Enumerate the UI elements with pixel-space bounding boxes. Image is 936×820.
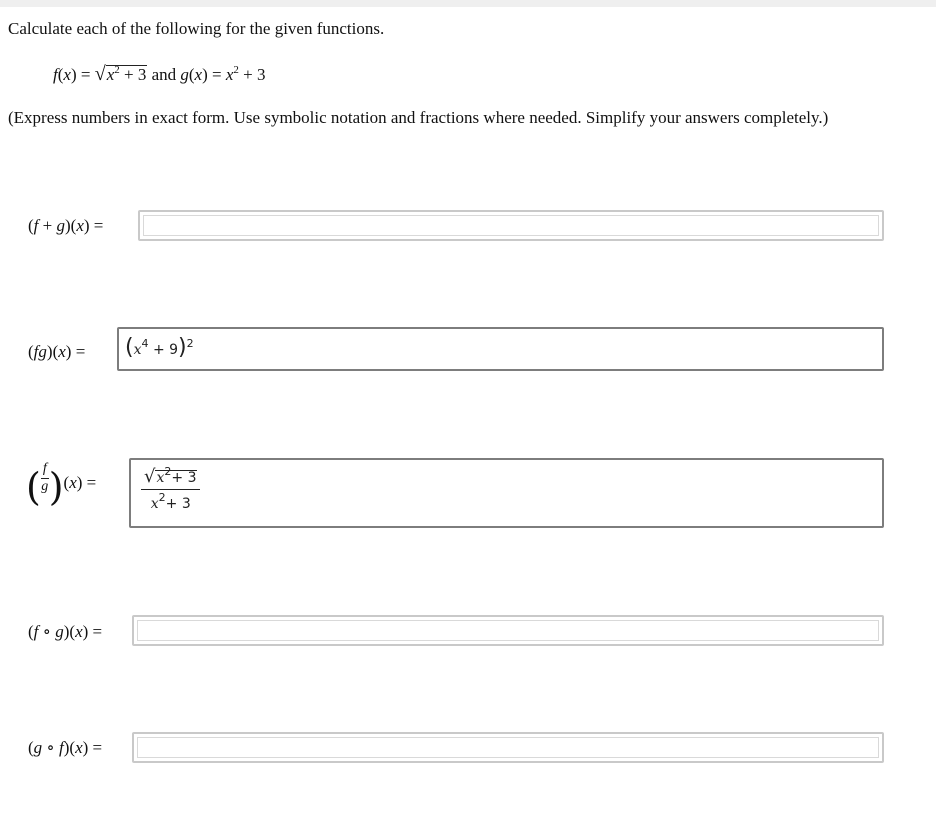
g-name: g	[180, 65, 189, 84]
answer-input-sum[interactable]	[138, 210, 884, 241]
question-label-g-compose-f: (g ∘ f)(x) =	[28, 738, 103, 757]
f-name: f	[53, 65, 58, 84]
question-label-f-compose-g: (f ∘ g)(x) =	[28, 622, 103, 641]
answer-value-quotient: $√x^2+ 3$ $x^2+ 3$	[141, 466, 200, 512]
answer-input-product[interactable]	[117, 327, 884, 371]
connector-text: and	[151, 65, 177, 84]
instructions-text: Calculate each of the following for the given functions.	[8, 19, 385, 38]
question-label-sum: (f + g)(x) =	[28, 216, 104, 235]
answer-input-g-compose-f[interactable]	[132, 732, 884, 763]
top-strip	[0, 0, 936, 7]
instructions-note: (Express numbers in exact form. Use symbolic notation and fractions where needed. Simplify your answers completely.)	[8, 108, 829, 127]
question-label-product: (fg)(x) =	[28, 342, 86, 361]
answer-input-quotient[interactable]	[129, 458, 884, 528]
answer-input-f-compose-g[interactable]	[132, 615, 884, 646]
given-functions: $f(x) = √x^2 + 3$ and $g(x) = x^2 + 3$	[53, 63, 266, 85]
f-radicand: $x^2 + 3$	[106, 64, 147, 84]
question-label-quotient: ( $\frac{f}{g}$ )(x) =	[26, 461, 97, 509]
sqrt-sign: √	[94, 63, 106, 85]
answer-value-product: $(x^4 + 9)^2$	[125, 335, 194, 360]
